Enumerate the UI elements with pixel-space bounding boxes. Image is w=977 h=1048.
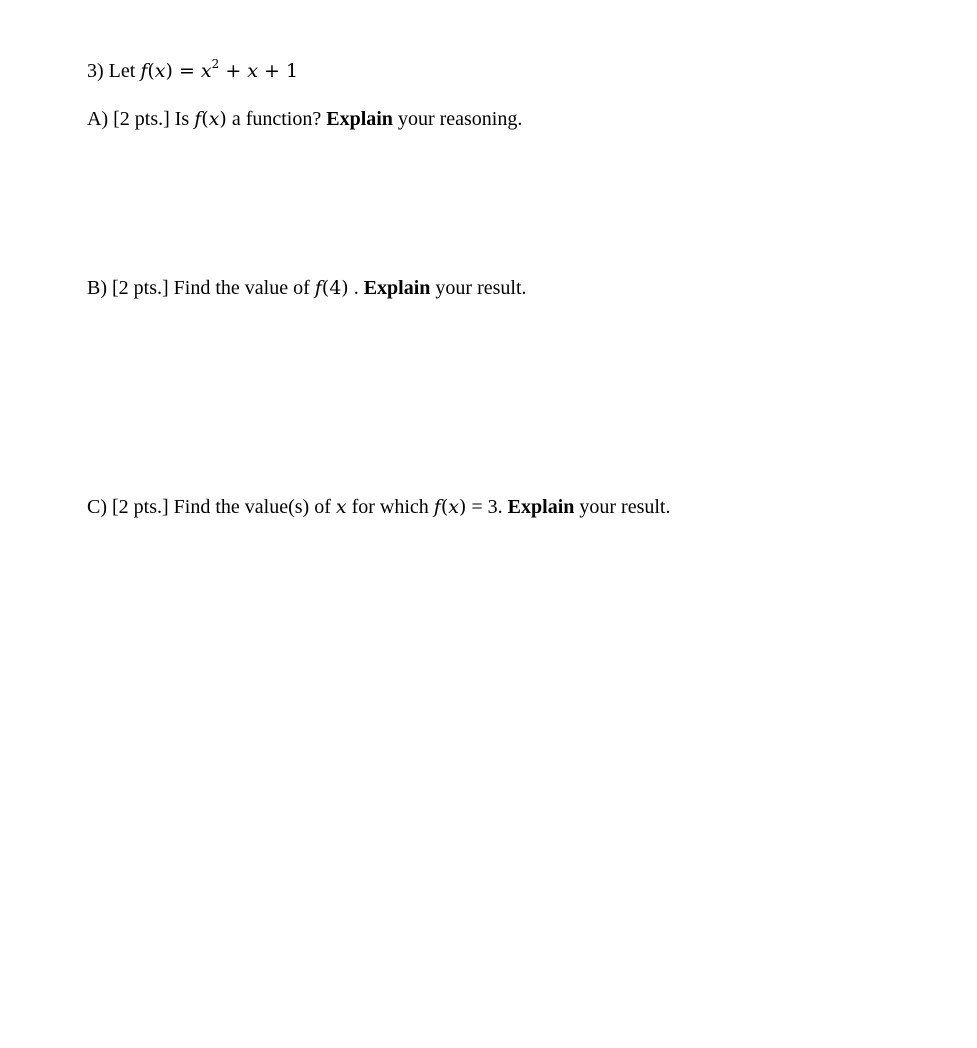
math-f: f (433, 496, 441, 518)
math-x: x (448, 496, 459, 518)
math-x-squared-base: x (200, 60, 212, 82)
math-lparen: ( (440, 496, 449, 518)
math-equals: = (172, 60, 201, 82)
math-x: x (154, 60, 166, 82)
math-plus: + (258, 60, 286, 82)
question-part-c (87, 495, 670, 519)
math-f: f (140, 60, 148, 82)
part-a-prefix: A) [2 pts.] Is (87, 108, 195, 130)
math-rparen: ) (219, 108, 227, 130)
part-c-middle: for which (346, 496, 434, 518)
math-plus: + (219, 60, 248, 82)
part-b-explain: Explain (363, 277, 431, 299)
math-x-linear: x (247, 60, 258, 82)
part-b-prefix: B) [2 pts.] Find the value of (87, 277, 315, 299)
math-rparen: ) (458, 496, 467, 518)
problem-statement (87, 59, 298, 85)
math-x: x (208, 108, 220, 130)
question-part-a (87, 107, 522, 131)
math-argument: (4) (321, 277, 349, 299)
part-a-math (194, 108, 227, 130)
part-c-suffix: your result. (574, 496, 671, 518)
part-c-math (434, 496, 467, 518)
math-f: f (194, 108, 202, 130)
function-definition (140, 57, 299, 82)
math-f: f (314, 277, 322, 299)
problem-number-label: 3) Let (87, 60, 136, 82)
part-b-math (315, 277, 349, 299)
part-c-equals: = 3. (466, 496, 508, 518)
question-part-b (87, 276, 527, 300)
math-exponent: 2 (211, 57, 220, 71)
math-constant: 1 (286, 60, 299, 82)
part-a-middle: a function? (226, 108, 327, 130)
math-lparen: ( (201, 108, 209, 130)
math-rparen: ) (165, 60, 173, 82)
part-c-explain: Explain (507, 496, 575, 518)
part-c-prefix: C) [2 pts.] Find the value(s) of (87, 496, 336, 518)
part-b-suffix: your result. (430, 277, 527, 299)
part-a-suffix: your reasoning. (392, 108, 523, 130)
math-lparen: ( (147, 60, 155, 82)
part-c-variable-x: x (335, 496, 347, 518)
part-a-explain: Explain (326, 108, 393, 130)
part-b-middle: . (348, 277, 364, 299)
